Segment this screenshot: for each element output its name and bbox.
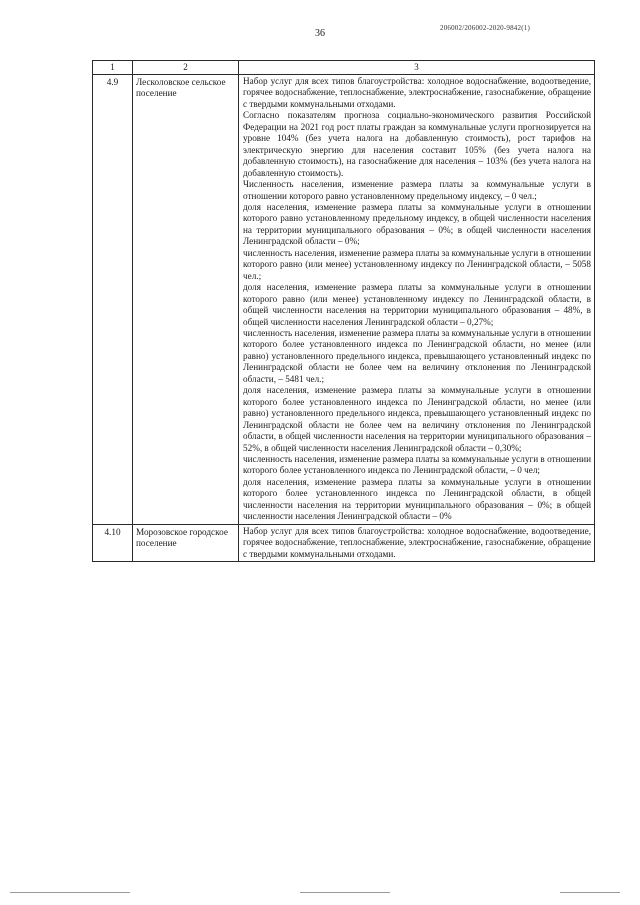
- settlement-name: Морозовское городское поселение: [133, 524, 239, 561]
- scan-artifact: [300, 892, 390, 893]
- paragraph: численность населения, изменение размера платы за коммунальные услуги в отношении которого более установленного индекса по Ленинградской области, – 0 чел;: [243, 453, 591, 476]
- scan-artifact: [560, 892, 620, 893]
- row-number: 4.10: [93, 524, 133, 561]
- paragraph: доля населения, изменение размера платы за коммунальные услуги в отношении которого равно установленному предельному индексу, в общей численности населения на территории муниципального образования – 0%; в общей численности населения Ленинградской области – 0%;: [243, 201, 591, 247]
- scan-footer-marks: [0, 892, 640, 900]
- paragraph: численность населения, изменение размера платы за коммунальные услуги в отношении которого равно (или менее) установленному индексу по Ленинградской области, – 5058 чел.;: [243, 247, 591, 281]
- document-id: 206002/206002-2020-9842(1): [440, 24, 530, 32]
- scan-artifact: [10, 892, 130, 893]
- table-row: [93, 75, 595, 525]
- paragraph: Согласно показателям прогноза социально-экономического развития Российской Федерации на 2021 год рост платы граждан за коммунальные услуги прогнозируется на уровне 104% (без учета налога на добавленную стоимость), рост тарифов на электрическую энергию для населения составит 105% (без учета налога на добавленную стоимость), на газоснабжение для населения – 103% (без учета налога на добавленную стоимость).: [243, 110, 591, 178]
- paragraph: численность населения, изменение размера платы за коммунальные услуги в отношении которого более установленного индекса по Ленинградской области, но менее (или равно) установленного предельного индекса, превышающего установленный индекс по Ленинградской области не более чем на величину отклонения по Ленинградской области, – 5481 чел.;: [243, 327, 591, 384]
- column-header-1: 1: [93, 61, 133, 75]
- page-number: 36: [315, 28, 325, 39]
- paragraph: Набор услуг для всех типов благоустройства: холодное водоснабжение, водоотведение, горячее водоснабжение, теплоснабжение, электроснабжение, газоснабжение, обращение с твердыми коммунальными отходами.: [243, 525, 591, 559]
- paragraph: доля населения, изменение размера платы за коммунальные услуги в отношении которого более установленного индекса по Ленинградской области, в общей численности населения на территории муниципального образования – 0%; в общей численности населения Ленинградской области – 0%: [243, 476, 591, 522]
- row-content: [239, 75, 595, 525]
- row-content: [239, 524, 595, 561]
- column-header-3: 3: [239, 61, 595, 75]
- paragraph: доля населения, изменение размера платы за коммунальные услуги в отношении которого равно (или менее) установленному индексу по Ленинградской области, в общей численности населения на территории муниципального образования – 48%, в общей численности населения Ленинградской области – 0,27%;: [243, 282, 591, 327]
- table-row: [93, 524, 595, 561]
- data-table: [92, 60, 595, 562]
- paragraph: Численность населения, изменение размера платы за коммунальные услуги в отношении которого равно установленному предельному индексу, – 0 чел.;: [243, 179, 591, 201]
- row-number: 4.9: [93, 75, 133, 525]
- table-header-row: [93, 61, 595, 75]
- column-header-2: 2: [133, 61, 239, 75]
- paragraph: доля населения, изменение размера платы за коммунальные услуги в отношении которого более установленного индекса по Ленинградской области, но менее (или равно) установленного предельного индекса, превышающего установленный индекс по Ленинградской области не более чем на величину отклонения по Ленинградской области, в общей численности населения на территории муниципального образования – 52%, в общей численности населения Ленинградской области – 0,30%;: [243, 385, 591, 453]
- paragraph: Набор услуг для всех типов благоустройства: холодное водоснабжение, водоотведение, горячее водоснабжение, теплоснабжение, электроснабжение, газоснабжение, обращение с твердыми коммунальными отходами.: [243, 76, 591, 109]
- settlement-name: Лесколовское сельское поселение: [133, 75, 239, 525]
